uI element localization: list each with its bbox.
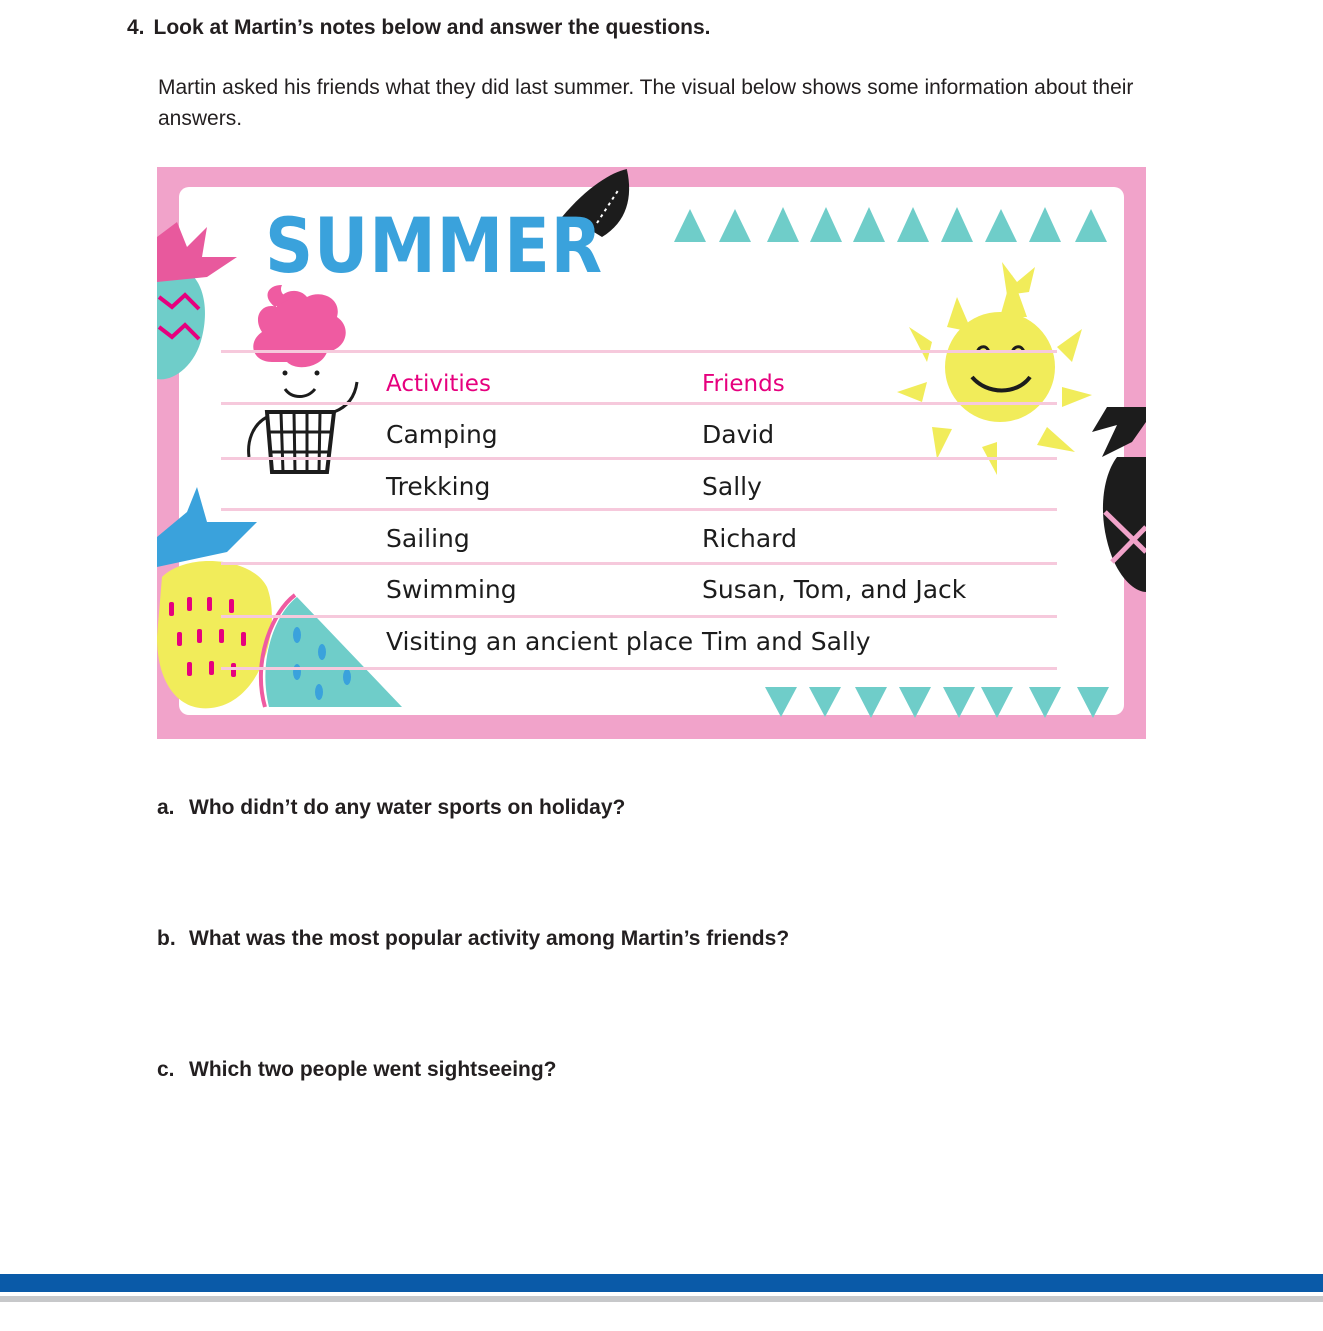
notebook-rule [221, 508, 1057, 511]
footer-bar [0, 1274, 1323, 1292]
pineapple-icon [1092, 407, 1146, 592]
activity-cell: Sailing [386, 524, 470, 553]
lemon-strawberry-icon [157, 487, 272, 708]
cupcake-icon [249, 285, 357, 472]
sub-question-letter: c. [157, 1058, 175, 1081]
sub-question-a [157, 796, 625, 820]
activity-cell: Swimming [386, 575, 517, 604]
friends-cell: David [702, 420, 775, 449]
sub-question-b [157, 927, 789, 951]
activities-header: Activities [386, 371, 491, 397]
sun-icon [897, 262, 1092, 475]
activity-cell: Camping [386, 420, 498, 449]
friends-cell: Tim and Sally [702, 627, 871, 656]
question-intro: Martin asked his friends what they did last summer. The visual below shows some information about their answers. [158, 76, 1134, 130]
notebook-rule [221, 562, 1057, 565]
sub-question-letter: b. [157, 927, 176, 950]
footer-line [0, 1296, 1323, 1302]
question-title: Look at Martin’s notes below and answer the questions. [153, 16, 711, 39]
triangle-bunting-top-icon [674, 207, 1107, 242]
friends-cell: Richard [702, 524, 797, 553]
activity-cell: Visiting an ancient place [386, 627, 694, 656]
notebook-rule [221, 457, 1057, 460]
strawberry-icon [157, 222, 237, 379]
sub-question-text: Who didn’t do any water sports on holiday? [189, 796, 626, 819]
watermelon-icon [261, 595, 402, 707]
friends-cell: Susan, Tom, and Jack [702, 575, 967, 604]
friends-cell: Sally [702, 472, 762, 501]
notebook-rule [221, 350, 1057, 353]
activity-cell: Trekking [386, 472, 491, 501]
notebook-rule [221, 615, 1057, 618]
question-heading [127, 16, 711, 40]
sub-question-letter: a. [157, 796, 175, 819]
notebook-rule [221, 402, 1057, 405]
notebook-rule [221, 667, 1057, 670]
sub-question-c [157, 1058, 557, 1082]
card-title: SUMMER [265, 201, 604, 290]
sub-question-text: What was the most popular activity among Martin’s friends? [189, 927, 790, 950]
sub-question-text: Which two people went sightseeing? [189, 1058, 557, 1081]
friends-header: Friends [702, 371, 785, 397]
summer-notes-card [157, 167, 1146, 739]
question-number: 4. [127, 16, 145, 39]
triangle-bunting-bottom-icon [765, 687, 1109, 718]
